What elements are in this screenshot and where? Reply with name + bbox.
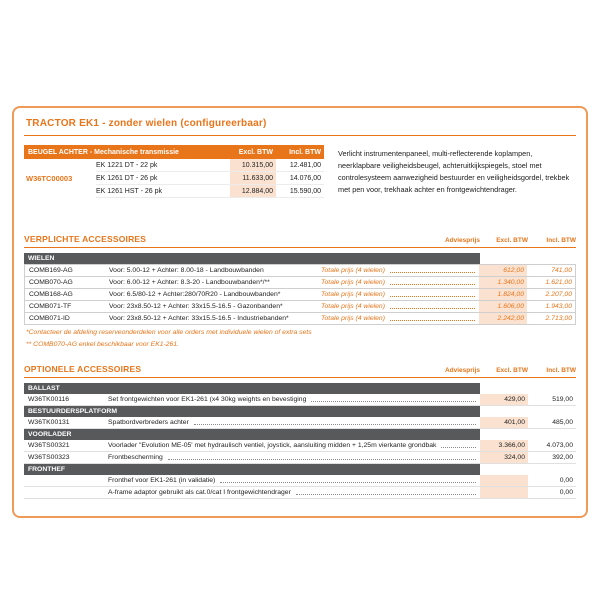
- group-bar-ballast: BALLAST: [24, 383, 480, 394]
- group-bar-fronthef: FRONTHEF: [24, 464, 480, 475]
- table-row: [96, 159, 324, 172]
- price-incl-btw: 4.073,00: [546, 442, 573, 450]
- page-title: TRACTOR EK1 - zonder wielen (configureerbaar): [24, 116, 576, 136]
- column-header-excl-btw: Excl. BTW: [496, 237, 528, 244]
- section-title: OPTIONELE ACCESSOIRES: [24, 364, 142, 375]
- price-incl-btw: 519,00: [552, 396, 573, 404]
- section-header-optionele: [24, 364, 576, 378]
- article-description-wrap: [108, 394, 480, 405]
- dotted-leader: [390, 289, 475, 297]
- price-incl-btw: 0,00: [559, 489, 573, 497]
- price-note-text: Totale prijs (4 wielen): [321, 291, 385, 298]
- price-excl-btw: 2.242,00: [479, 313, 527, 324]
- equipment-description: Verlicht instrumentenpaneel, multi-reflecterende koplampen, neerklapbare veiligheidsbeugel, achteruitkijkspiegels, stoel met controlesysteem aanwezigheid bestuurder en veiligheidsgordel, trekbek met pen voor, trekhaak achter en frontgewichtendrager.: [338, 149, 570, 195]
- table-row: [96, 172, 324, 185]
- dotted-leader: [441, 440, 476, 448]
- price-excl-btw: 1.824,00: [479, 289, 527, 300]
- article-description-wrap: [108, 417, 480, 428]
- article-description-wrap: [108, 475, 480, 486]
- article-code: W36TK00131: [28, 419, 70, 427]
- base-machine-section: [24, 145, 576, 198]
- article-code: COMB070-AG: [29, 279, 73, 286]
- price-note: [321, 301, 479, 312]
- table-row: [24, 394, 576, 406]
- column-header-adviesprijs: Adviesprijs: [444, 237, 480, 244]
- article-code: [24, 475, 108, 486]
- price-incl-btw: 2.207,00: [545, 291, 572, 298]
- article-code: W36TK00116: [28, 396, 70, 404]
- column-header-incl-btw: Incl. BTW: [546, 367, 576, 375]
- base-machine-body: [24, 159, 324, 198]
- article-description-wrap: [108, 440, 480, 451]
- article-description: Voorlader "Evolution ME-05' met hydraulisch ventiel, joystick, aansluiting midden + 1,25m vierkante grondbak: [108, 442, 437, 450]
- price-excl-btw: 401,00: [480, 417, 528, 428]
- base-machine-code: W36TC00003: [26, 174, 73, 183]
- price-incl-btw: 15.590,00: [289, 188, 321, 195]
- price-note: [321, 313, 479, 324]
- model-name: EK 1261 DT - 26 pk: [96, 175, 158, 182]
- group-bar-wielen: WIELEN: [24, 253, 480, 264]
- price-excl-btw: 429,00: [480, 394, 528, 405]
- dotted-leader: [390, 313, 475, 321]
- price-incl-btw: 14.076,00: [289, 175, 321, 182]
- footnote-comb070: ** COMB070-AG enkel beschikbaar voor EK1-261.: [26, 341, 180, 349]
- article-code: W36TS00321: [28, 442, 70, 450]
- price-incl-btw: 0,00: [559, 477, 573, 485]
- model-name: EK 1261 HST - 26 pk: [96, 188, 163, 195]
- price-incl-btw: 12.481,00: [289, 162, 321, 169]
- price-excl-btw: 12.884,00: [230, 185, 276, 197]
- base-machine-rows: [96, 159, 324, 198]
- article-description: Voor: 23x8.50-12 + Achter: 33x15.5-16.5 - Industriebanden*: [109, 315, 289, 322]
- table-row: [25, 277, 575, 289]
- price-excl-btw: 1.606,00: [479, 301, 527, 312]
- price-note: [321, 289, 479, 300]
- base-machine-header-bar: [24, 145, 324, 159]
- price-incl-btw: 392,00: [552, 454, 573, 462]
- dotted-leader: [390, 265, 475, 273]
- group-bar-voorlader: VOORLADER: [24, 429, 480, 440]
- article-description: Spatbordverbreders achter: [108, 419, 189, 427]
- table-row: [25, 313, 575, 325]
- column-header-excl-btw: Excl. BTW: [496, 367, 528, 375]
- dotted-leader: [296, 487, 476, 495]
- table-row: [24, 475, 576, 487]
- section-header-verplichte: [24, 234, 576, 248]
- dotted-leader: [220, 475, 476, 483]
- section-title: VERPLICHTE ACCESSOIRES: [24, 234, 147, 244]
- price-incl-btw: 1.621,00: [545, 279, 572, 286]
- price-incl-btw: 1.943,00: [545, 303, 572, 310]
- base-machine-table: [24, 145, 324, 198]
- optionele-table: [24, 383, 576, 499]
- dotted-leader: [390, 301, 475, 309]
- column-header-incl-btw: Incl. BTW: [289, 148, 321, 156]
- article-description: Frontbescherming: [108, 454, 163, 462]
- dotted-leader: [390, 277, 475, 285]
- table-row: [25, 301, 575, 313]
- article-description: Voor: 5.00-12 + Achter: 8.00-18 - Landbouwbanden: [109, 267, 264, 274]
- article-code: COMB169-AG: [29, 267, 73, 274]
- price-note: [321, 277, 479, 288]
- table-row: [24, 452, 576, 464]
- price-excl-btw: 612,00: [479, 265, 527, 276]
- price-excl-btw: [480, 475, 528, 486]
- article-description: Fronthef voor EK1-261 (in validatie): [108, 477, 216, 485]
- table-row: [25, 265, 575, 277]
- group-bar-bestuurdersplatform: BESTUURDERSPLATFORM: [24, 406, 480, 417]
- price-excl-btw: 11.633,00: [230, 172, 276, 184]
- price-note-text: Totale prijs (4 wielen): [321, 315, 385, 322]
- price-note-text: Totale prijs (4 wielen): [321, 303, 385, 310]
- article-description: Set frontgewichten voor EK1-261 (x4 30kg weights en bevestiging: [108, 396, 307, 404]
- price-note-text: Totale prijs (4 wielen): [321, 267, 385, 274]
- price-incl-btw: 741,00: [551, 267, 572, 274]
- column-header-excl-btw: Excl. BTW: [238, 148, 273, 156]
- table-row: [25, 289, 575, 301]
- price-excl-btw: 3.366,00: [480, 440, 528, 451]
- article-code: COMB071-ID: [29, 315, 70, 322]
- verplichte-rows: [24, 264, 576, 325]
- price-incl-btw: 485,00: [552, 419, 573, 427]
- column-header-adviesprijs: Adviesprijs: [444, 367, 480, 375]
- dotted-leader: [168, 452, 476, 460]
- price-excl-btw: 10.315,00: [230, 159, 276, 171]
- table-row: [24, 417, 576, 429]
- price-note: [321, 265, 479, 276]
- article-description-wrap: [108, 452, 480, 463]
- article-description: Voor: 6.5/80-12 + Achter:280/70R20 - Landbouwbanden*: [109, 291, 281, 298]
- article-code: W36TS00323: [28, 454, 70, 462]
- page-frame: [12, 106, 588, 518]
- dotted-leader: [311, 394, 476, 402]
- price-excl-btw: 1.340,00: [479, 277, 527, 288]
- model-name: EK 1221 DT - 22 pk: [96, 162, 158, 169]
- article-code: [24, 487, 108, 498]
- table-row: [24, 440, 576, 452]
- price-incl-btw: 2.713,00: [545, 315, 572, 322]
- article-code: COMB168-AG: [29, 291, 73, 298]
- footnote-wheels: *Contacteer de afdeling reserveonderdelen voor alle orders met individuele wielen of extra sets: [26, 329, 312, 336]
- article-description-wrap: [108, 487, 480, 498]
- price-excl-btw: [480, 487, 528, 498]
- column-header-incl-btw: Incl. BTW: [546, 237, 576, 244]
- price-excl-btw: 324,00: [480, 452, 528, 463]
- table-row: [96, 185, 324, 198]
- article-description: Voor: 23x8.50-12 + Achter: 33x15.5-16.5 - Gazonbanden*: [109, 303, 283, 310]
- price-note-text: Totale prijs (4 wielen): [321, 279, 385, 286]
- base-machine-header-label: BEUGEL ACHTER - Mechanische transmissie: [28, 148, 179, 156]
- article-description: A-frame adaptor gebruikt als cat.0/cat I frontgewichtendrager: [108, 489, 291, 497]
- article-code: COMB071-TF: [29, 303, 72, 310]
- verplichte-table: [24, 253, 576, 349]
- article-description: Voor: 6.00-12 + Achter: 8.3-20 - Landbouwbanden*/**: [109, 279, 270, 286]
- table-row: [24, 487, 576, 499]
- dotted-leader: [194, 417, 476, 425]
